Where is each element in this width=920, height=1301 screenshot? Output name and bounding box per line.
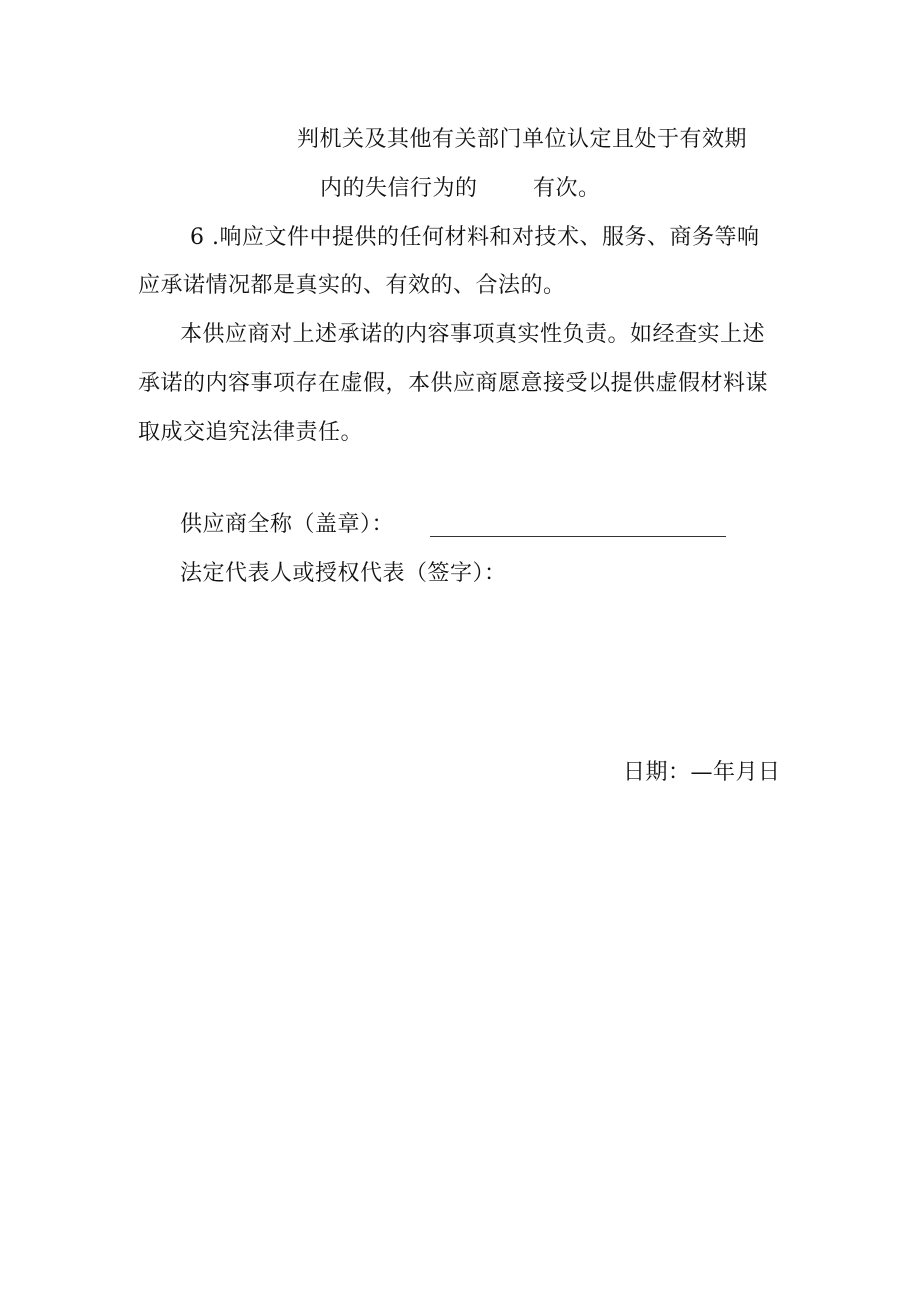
- commitment-line-3: 取成交追究法律责任。: [138, 420, 364, 445]
- body-line-2-part-2: 有次。: [533, 176, 601, 201]
- supplier-name-blank-field: [430, 536, 726, 537]
- supplier-name-label: 供应商全称（盖章）：: [180, 512, 395, 537]
- item-6-line-1: 6 .响应文件中提供的任何材料和对技术、服务、商务等响: [190, 225, 760, 250]
- commitment-line-2: 承诺的内容事项存在虚假，本供应商愿意接受以提供虚假材料谋: [138, 371, 769, 396]
- body-line-1: 判机关及其他有关部门单位认定且处于有效期: [297, 127, 748, 152]
- item-6-line-2: 应承诺情况都是真实的、有效的、合法的。: [138, 273, 566, 298]
- body-line-2-part-1: 内的失信行为的: [320, 176, 478, 201]
- commitment-line-1: 本供应商对上述承诺的内容事项真实性负责。如经查实上述: [180, 322, 766, 347]
- representative-signature-label: 法定代表人或授权代表（签字）：: [180, 561, 507, 586]
- date-label: 日期：—年月日: [623, 760, 781, 785]
